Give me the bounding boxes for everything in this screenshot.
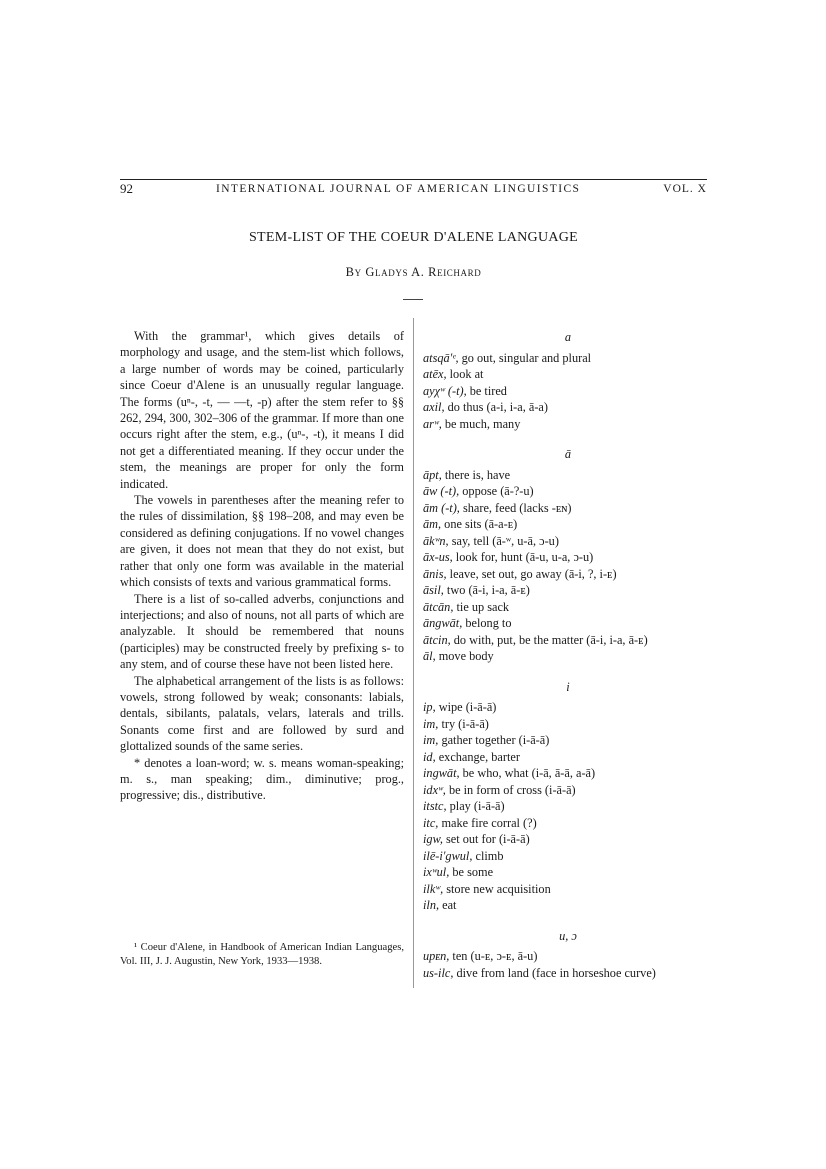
stem-word: itc, — [423, 815, 439, 830]
stem-word: ānis, — [423, 566, 447, 581]
stem-word: āl, — [423, 649, 436, 663]
stem-entry — [423, 516, 713, 533]
intro-paragraph: There is a list of so-called adverbs, conjunctions and interjections; and also of nouns, not all parts of which are analyzable. It should be remembered that nouns (participles) may be constructed freely by prefixing s- to any stem, and of course these have not been listed here. — [120, 591, 404, 672]
stem-gloss: be much, many — [441, 416, 521, 431]
footnote — [120, 941, 404, 969]
section-heading: i — [566, 679, 570, 694]
stem-gloss: two (ā-i, i-a, ā-ᴇ) — [443, 583, 530, 597]
stem-entry — [423, 416, 713, 433]
running-header — [120, 179, 707, 197]
stem-word: igw, — [423, 832, 443, 846]
stem-word: id, — [423, 749, 436, 764]
stem-gloss: make fire corral (?) — [438, 815, 537, 830]
stem-list-column — [423, 329, 713, 981]
intro-paragraph: The vowels in parentheses after the meaning refer to the rules of dissimilation, §§ 198–208, and may even be considered as defining conjugations. If no vowel changes are given, it does not mean that they do not exist, but rather that only one form was available in the material which consists of texts and various grammatical forms. — [120, 493, 404, 590]
intro-paragraph: * denotes a loan-word; w. s. means woman-speaking; m. s., man speaking; dim., diminutive; prog., progressive; dis., distributive. — [120, 755, 404, 803]
stem-gloss: play (i-ā-ā) — [446, 799, 505, 813]
section-heading: u, ɔ — [559, 928, 577, 943]
stem-word: ayχʷ (-t), — [423, 383, 467, 398]
stem-entry — [423, 648, 713, 665]
column-divider — [413, 318, 414, 988]
stem-gloss: store new acquisition — [443, 881, 551, 896]
section-heading: a — [564, 330, 572, 344]
stem-entry — [423, 716, 713, 733]
stem-entry — [423, 782, 713, 799]
stem-gloss: go out, singular and plural — [458, 350, 592, 365]
intro-paragraph: The alphabetical arrangement of the lists is as follows: vowels, strong followed by weak; consonants: labials, dentals, sibilants, palatals, velars, laterals and trills. Sonants come first and are followed by surd and glottalized sounds of the same series. — [120, 673, 404, 754]
section-gap — [423, 432, 713, 446]
stem-entry — [423, 615, 713, 632]
stem-gloss: move body — [435, 649, 494, 663]
stem-entry — [423, 582, 713, 599]
stem-entry — [423, 599, 713, 616]
stem-entry — [423, 732, 713, 749]
stem-gloss: gather together (i-ā-ā) — [438, 733, 550, 747]
stem-gloss: do with, put, be the matter (ā-i, i-a, ā-ᴇ) — [450, 632, 648, 647]
stem-word: āpt, — [423, 467, 442, 482]
stem-gloss: do thus (a-i, i-a, ā-a) — [444, 400, 548, 414]
stem-word: ām, — [423, 517, 442, 531]
stem-gloss: look for, hunt (ā-u, u-a, ɔ-u) — [452, 550, 594, 564]
stem-word: ām (-t), — [423, 500, 460, 515]
stem-word: atsqā'ᵉ, — [423, 350, 459, 365]
stem-gloss: exchange, barter — [435, 749, 520, 764]
stem-entry — [423, 399, 713, 416]
stem-word: ixʷul, — [423, 865, 450, 879]
section-heading: ā — [564, 447, 572, 461]
stem-gloss: be some — [449, 865, 494, 879]
stem-word: ātcān, — [423, 599, 454, 614]
stem-gloss: there is, have — [441, 467, 511, 482]
stem-gloss: wipe (i-ā-ā) — [435, 700, 497, 714]
stem-word: im, — [423, 716, 439, 731]
stem-entry — [423, 632, 713, 649]
stem-word: axil, — [423, 400, 445, 414]
section-gap — [423, 665, 713, 679]
stem-gloss: belong to — [462, 616, 512, 630]
stem-entry — [423, 350, 713, 367]
stem-word: āngwāt, — [423, 616, 463, 630]
stem-entry — [423, 566, 713, 583]
stem-gloss: tie up sack — [453, 599, 510, 614]
stem-word: ilkʷ, — [423, 881, 444, 896]
stem-gloss: be tired — [466, 383, 507, 398]
stem-entry — [423, 798, 713, 815]
stem-entry — [423, 366, 713, 383]
stem-word: āsil, — [423, 583, 444, 597]
stem-word: arʷ, — [423, 416, 442, 431]
stem-word: upᴇn, — [423, 949, 450, 963]
stem-entry — [423, 483, 713, 500]
page-number: 92 — [120, 181, 133, 196]
stem-entry — [423, 965, 713, 982]
stem-gloss: climb — [472, 848, 504, 863]
stem-gloss: oppose (ā-?-u) — [459, 484, 534, 498]
stem-gloss: be who, what (i-ā, ā-ā, a-ā) — [459, 766, 596, 780]
stem-entry — [423, 383, 713, 400]
stem-entry — [423, 815, 713, 832]
stem-entry — [423, 765, 713, 782]
stem-entry — [423, 467, 713, 484]
stem-gloss: share, feed (lacks -ᴇɴ) — [459, 500, 572, 515]
stem-entry — [423, 864, 713, 881]
stem-word: ingwāt, — [423, 766, 460, 780]
stem-entry — [423, 549, 713, 566]
footnote-text: ¹ Coeur d'Alene, in Handbook of American Indian Languages, Vol. III, J. J. Augustin, New York, 1933—1938. — [120, 942, 404, 967]
stem-entry — [423, 831, 713, 848]
introduction-column — [120, 328, 404, 804]
stem-word: idxʷ, — [423, 782, 446, 797]
stem-gloss: eat — [439, 898, 457, 912]
stem-gloss: look at — [446, 367, 484, 381]
stem-gloss: ten (u-ᴇ, ɔ-ᴇ, ā-u) — [449, 949, 538, 963]
author-byline: By Gladys A. Reichard — [345, 265, 482, 279]
stem-gloss: try (i-ā-ā) — [438, 716, 489, 731]
stem-entry — [423, 897, 713, 914]
stem-entry — [423, 848, 713, 865]
stem-entry — [423, 749, 713, 766]
stem-word: āw (-t), — [423, 484, 460, 498]
stem-gloss: dive from land (face in horseshoe curve) — [453, 965, 656, 980]
section-gap — [423, 914, 713, 928]
stem-word: ip, — [423, 700, 436, 714]
stem-entry — [423, 699, 713, 716]
stem-gloss: one sits (ā-a-ᴇ) — [441, 517, 518, 531]
intro-paragraph: With the grammar¹, which gives details of morphology and usage, and the stem-list which follows, a large number of words may be coined, particularly since Coeur d'Alene is an unusually regular language. The forms (uⁿ-, -t, — —t, -p) after the stem refer to §§ 262, 294, 300, 302–306 of the grammar. If more than one occurs right after the stem, e.g., (uⁿ-, -t), it means I did not get a differentiated meaning. If they occur under the stem, the meanings are proper for only the form indicated. — [120, 329, 404, 491]
stem-word: itstc, — [423, 799, 447, 813]
stem-entry — [423, 533, 713, 550]
stem-word: im, — [423, 733, 439, 747]
stem-entry — [423, 500, 713, 517]
stem-word: atēx, — [423, 367, 447, 381]
journal-title: INTERNATIONAL JOURNAL OF AMERICAN LINGUISTICS — [215, 183, 581, 195]
stem-gloss: leave, set out, go away (ā-i, ?, i-ᴇ) — [446, 566, 617, 581]
stem-word: ākʷn, — [423, 533, 449, 548]
article-title: STEM-LIST OF THE COEUR D'ALENE LANGUAGE — [248, 230, 579, 245]
stem-word: iln, — [423, 898, 440, 912]
volume-label: VOL. X — [663, 183, 707, 195]
title-rule — [403, 299, 423, 300]
stem-entry — [423, 881, 713, 898]
stem-gloss: be in form of cross (i-ā-ā) — [445, 782, 576, 797]
stem-gloss: set out for (i-ā-ā) — [442, 832, 530, 846]
stem-word: ātcin, — [423, 632, 451, 647]
stem-word: ilē-i'gwul, — [423, 848, 473, 863]
stem-entry — [423, 948, 713, 965]
stem-word: āx-us, — [423, 550, 453, 564]
stem-word: us-ilc, — [423, 965, 454, 980]
stem-gloss: say, tell (ā-ʷ, u-ā, ɔ-u) — [448, 533, 559, 548]
